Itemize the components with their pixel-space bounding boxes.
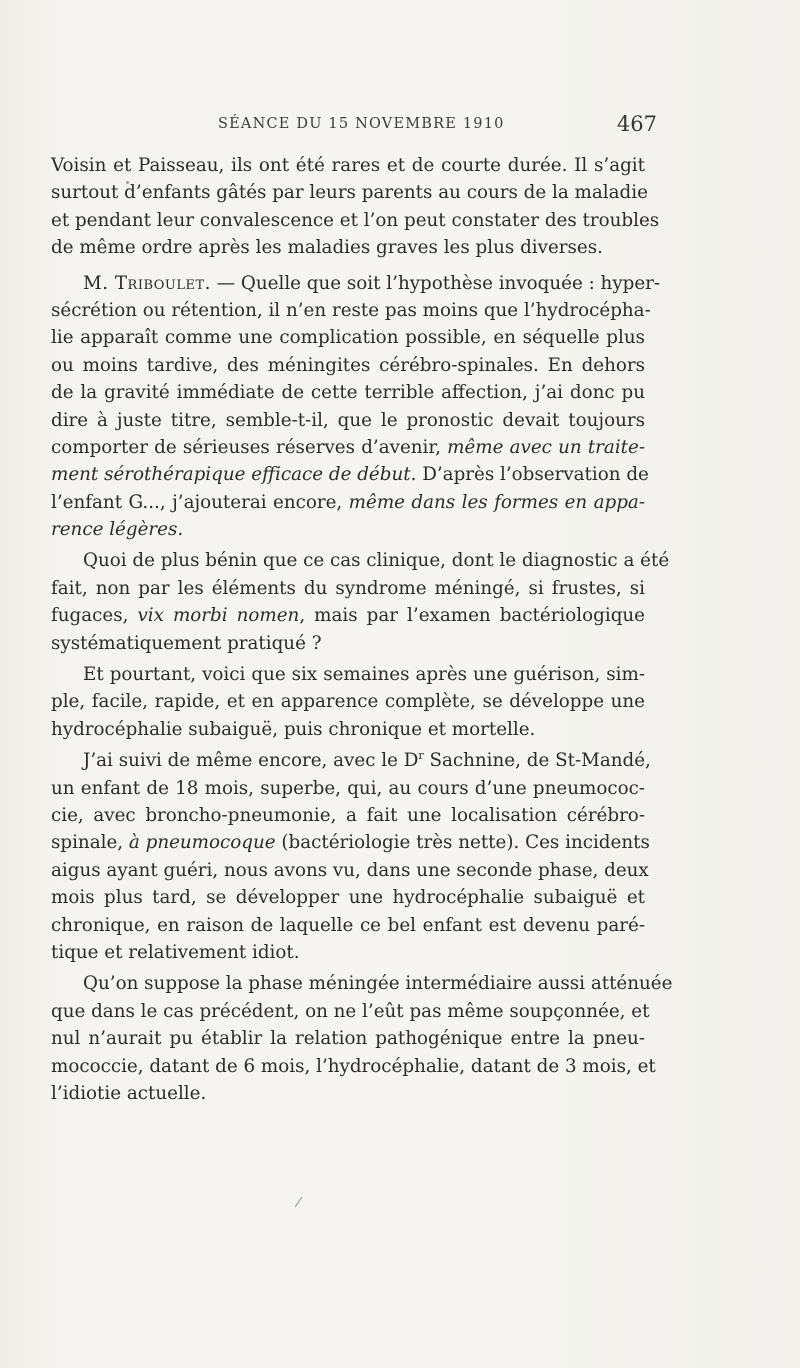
text-line: hydrocéphalie subaiguë, puis chronique et mortelle. (51, 718, 536, 740)
text-line: l’enfant G..., j’ajouterai encore, même dans les formes en appa- (51, 491, 645, 513)
text-line: Qu’on suppose la phase méningée intermédiaire aussi atténuée (83, 973, 673, 995)
running-header (52, 114, 657, 136)
text-line: systématiquement pratiqué ? (51, 632, 322, 654)
text-line: et pendant leur convalescence et l’on peut constater des troubles (51, 209, 660, 231)
text-line: Quoi de plus bénin que ce cas clinique, dont le diagnostic a été (83, 550, 670, 572)
text-line: surtout d’enfants gâtés par leurs parents au cours de la maladie (51, 182, 648, 204)
page-number: 467 (616, 112, 657, 136)
text-line: ou moins tardive, des méningites cérébro-spinales. En dehors (51, 354, 645, 376)
text-line: Voisin et Paisseau, ils ont été rares et de courte durée. Il s’agit (51, 155, 645, 176)
speaker-name: M. Triboulet. (83, 272, 211, 294)
text-line: nul n’aurait pu établir la relation pathogénique entre la pneu- (51, 1028, 645, 1050)
header-title: SÉANCE DU 15 NOVEMBRE 1910 (218, 116, 505, 132)
text-line: que dans le cas précédent, on ne l’eût pas même soupçonnée, et (51, 1000, 650, 1022)
text-line: M. Triboulet. — Quelle que soit l’hypothèse invoquée : hyper- (83, 272, 661, 294)
text-line: comporter de sérieuses réserves d’avenir, même avec un traite- (51, 436, 646, 458)
italic-text: même dans les formes en appa- (348, 491, 645, 513)
text-line: l’idiotie actuelle. (51, 1082, 207, 1104)
italic-text: même avec un traite- (447, 436, 646, 458)
text-line: de même ordre après les maladies graves les plus diverses. (51, 237, 603, 259)
text-line: lie apparaît comme une complication possible, en séquelle plus (51, 327, 645, 349)
text-line: J’ai suivi de même encore, avec le $D^r$ Sachnine, de St-Mandé, (83, 749, 651, 772)
stray-pen-mark (295, 1197, 303, 1207)
text-line: mococcie, datant de 6 mois, l’hydrocéphalie, datant de 3 mois, et (51, 1055, 656, 1077)
text-line (51, 516, 645, 543)
text-line: mois plus tard, se développer une hydrocéphalie subaiguë et (51, 887, 645, 909)
text-line: spinale, à pneumocoque (bactériologie très nette). Ces incidents (51, 832, 650, 854)
text-line: tique et relativement idiot. (51, 941, 300, 963)
italic-text: rence légères. (51, 519, 184, 541)
text-line: fugaces, vix morbi nomen, mais par l’examen bactériologique (51, 605, 645, 627)
text-line: fait, non par les éléments du syndrome méningé, si frustes, si (51, 577, 645, 599)
text-line: cie, avec broncho-pneumonie, a fait une localisation cérébro- (51, 804, 645, 826)
text-line: de la gravité immédiate de cette terrible affection, j’ai donc pu (51, 382, 645, 404)
text-line: chronique, en raison de laquelle ce bel enfant est devenu paré- (51, 914, 645, 936)
text-line: sécrétion ou rétention, il n’en reste pas moins que l’hydrocépha- (51, 299, 651, 321)
italic-text: vix morbi nomen (137, 605, 300, 627)
text-line: ple, facile, rapide, et en apparence complète, se développe une (51, 691, 645, 713)
italic-text: à pneumocoque (128, 832, 276, 854)
italic-text: ment sérothérapique efficace de début (51, 464, 411, 486)
text-line: ment sérothérapique efficace de début. D’après l’observation de (51, 464, 649, 486)
text-line: dire à juste titre, semble-t-il, que le pronostic devait toujours (51, 409, 645, 431)
body-text (51, 152, 673, 1107)
text-line: Et pourtant, voici que six semaines après une guérison, sim- (83, 664, 645, 686)
text-line: aigus ayant guéri, nous avons vu, dans une seconde phase, deux (51, 859, 649, 881)
text-line: un enfant de 18 mois, superbe, qui, au cours d’une pneumococ- (51, 777, 645, 799)
